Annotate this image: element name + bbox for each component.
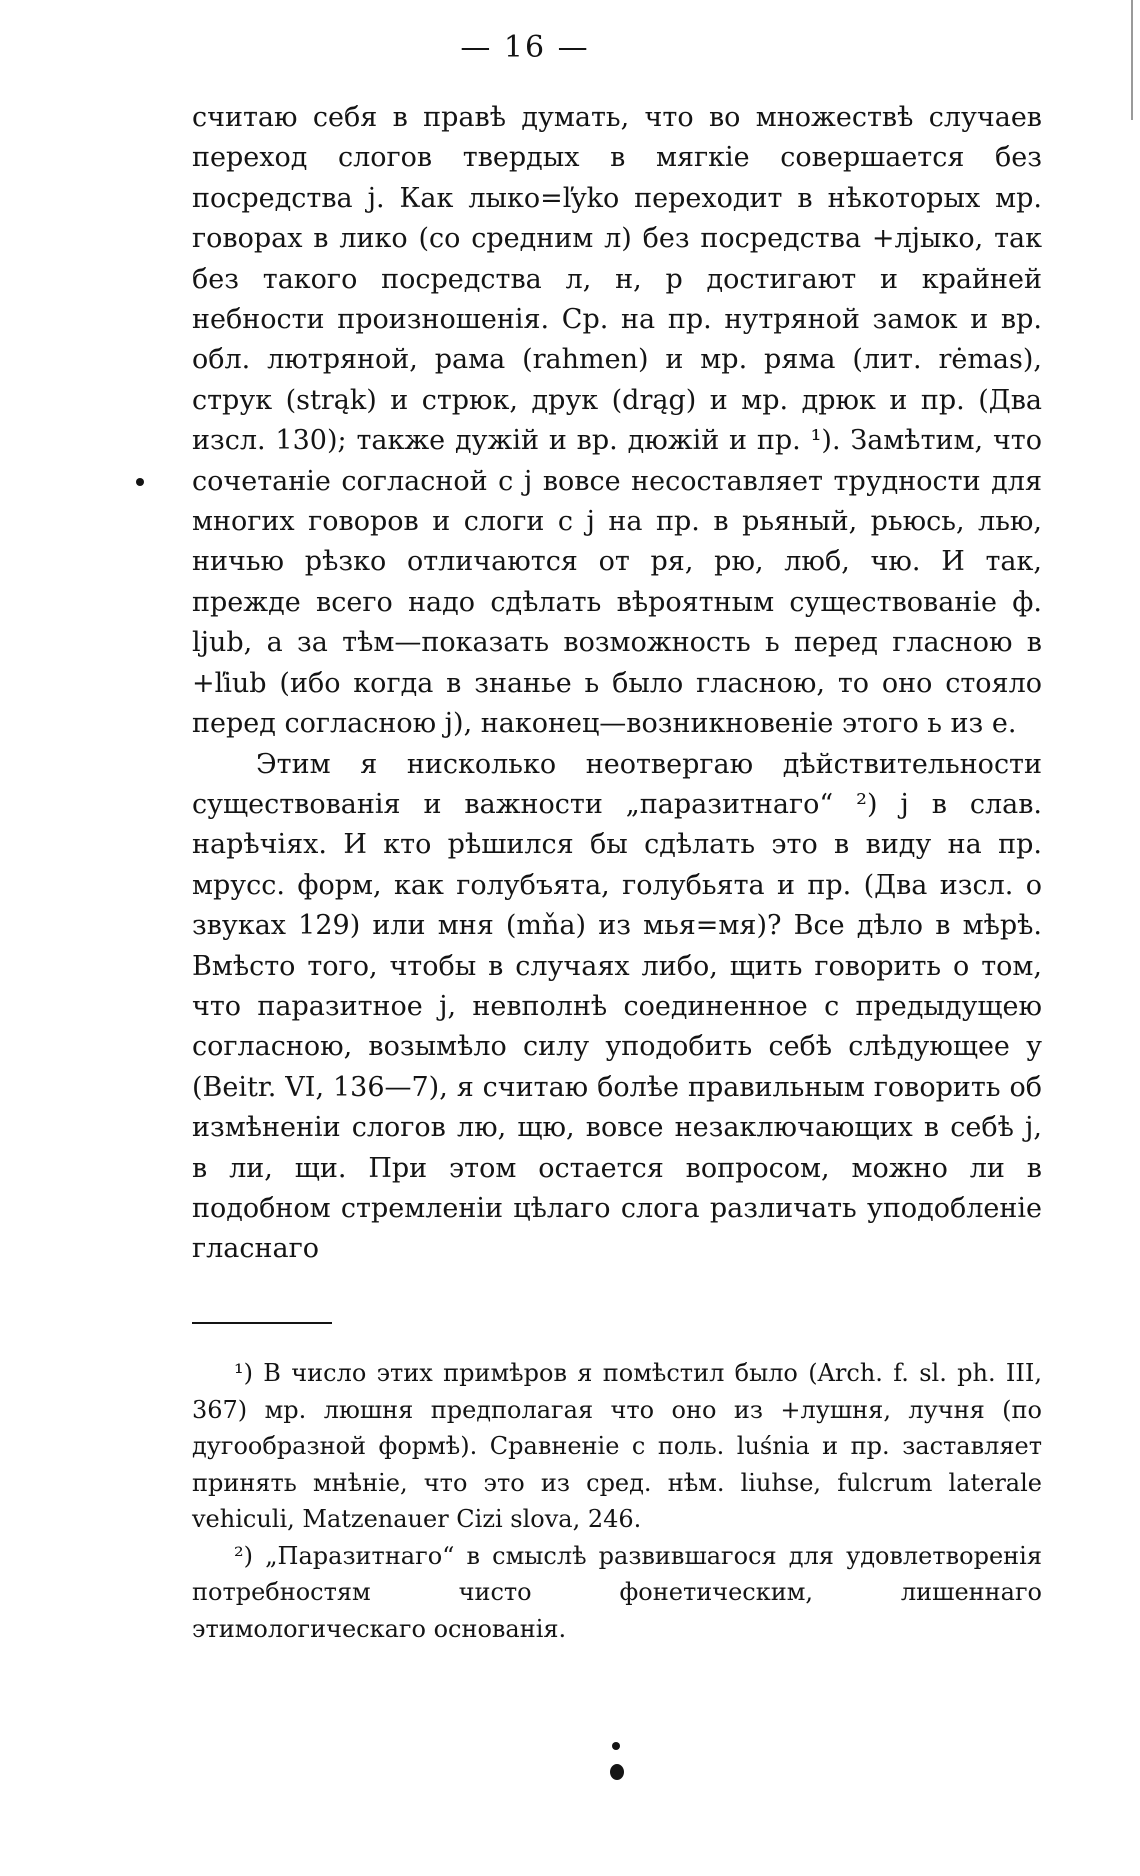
footnote-2: ²) „Паразитнаго“ в смыслѣ развившагося для удовлетворенія потребностям чисто фонетическим, лишеннаго этимологическаго основанія. (192, 1541, 1042, 1643)
footnote-1: ¹) В число этих примѣров я помѣстил было (Arch. f. sl. ph. III, 367) мр. люшня предполагая что оно из +лушня, лучня (по дугообразной формѣ). Сравненіе с поль. luśnia и пр. заставляет принять мнѣніе, что это из сред. нѣм. liuhse, fulcrum laterale vehiculi, Matzenauer Cizi slova, 246. (192, 1359, 1042, 1533)
paragraph-2: Этим я нисколько неотвергаю дѣйствительности существованія и важности „паразитнаго“ ²) j в слав. нарѣчіях. И кто рѣшился бы сдѣлать это в виду на пр. мрусс. форм, как голубъята, голубьята и пр. (Два изсл. о звуках 129) или мня (mňa) из мья=мя)? Все дѣло в мѣрѣ. Вмѣсто того, чтобы в случаях либо, щить говорить о том, что паразитное j, невполнѣ соединенное с предыдущею согласною, возымѣло силу уподобить себѣ слѣдующее у (Beitr. VI, 136—7), я считаю болѣе правильным говорить об измѣненіи слогов лю, щю, вовсе незаключающих в себѣ j, в ли, щи. При этом остается вопросом, можно ли в подобном стремленіи цѣлаго слога различать уподобленіе гласнаго (192, 748, 1042, 1265)
main-text (192, 98, 1042, 1270)
paragraph-1: считаю себя в правѣ думать, что во множествѣ случаев переход слогов твердых в мягкіе совершается без посредства j. Как лыко=ľyko переходит в нѣкоторых мр. говорах в лико (со средним л) без посредства +лјыко, так без такого посредства л, н, р достигают и крайней небности произношенія. Ср. на пр. нутряной замок и вр. обл. лютряной, рама (rahmen) и мр. ряма (лит. rėmas), струк (strąk) и стрюк, друк (drąg) и мр. дрюк и пр. (Два изсл. 130); также дужій и вр. дюжій и пр. ¹). Замѣтим, что сочетаніе согласной с j вовсе несоставляет трудности для многих говоров и слоги с j на пр. в рьяный, рьюсь, лью, ничью рѣзко отличаются от ря, рю, люб, чю. И так, прежде всего надо сдѣлать вѣроятным существованіе ф. ljub, а за тѣм—показать возможность ь перед гласною в +ľiub (ибо когда в знанье ь было гласною, то оно стояло перед согласною j), наконец—возникновеніе этого ь из е. (192, 102, 1042, 740)
ink-dot-mark (136, 478, 144, 486)
page-edge-line (1131, 0, 1133, 120)
footnotes (192, 1355, 1042, 1647)
ink-blot-mark (610, 1764, 624, 1780)
ink-dot-mark (612, 1742, 620, 1750)
footnote-separator (192, 1322, 332, 1324)
page-number: — 16 — (460, 30, 590, 65)
